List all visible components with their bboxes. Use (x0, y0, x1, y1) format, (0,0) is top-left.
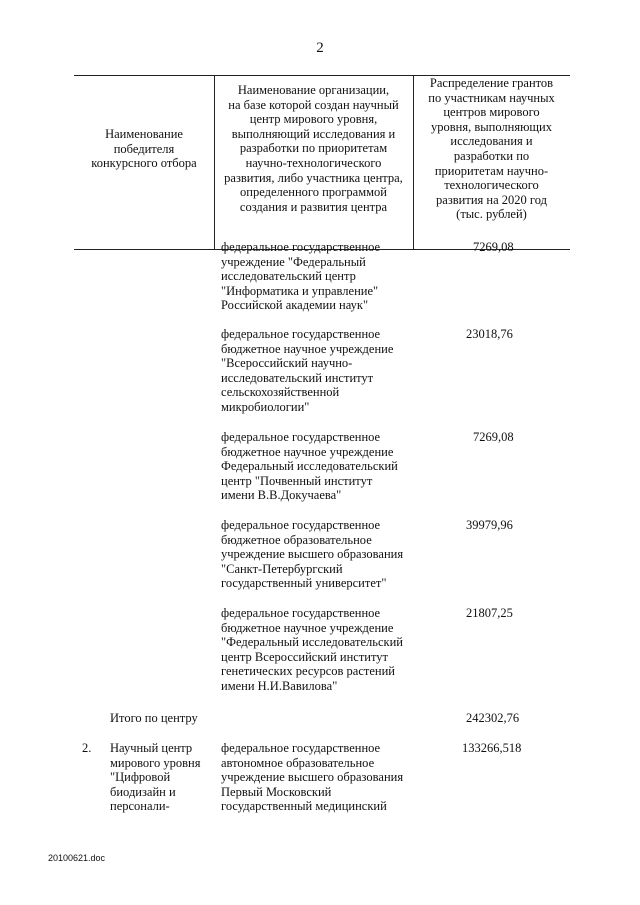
organization-name: федеральное государственное бюджетное научное учреждение Федеральный исследовательский центр "Почвенный институт имени В.В.Докучаева" (221, 430, 398, 503)
organization-name: федеральное государственное учреждение "Федеральный исследовательский центр "Информатика и управление" Российской академии наук" (221, 240, 381, 313)
file-name-footer: 20100621.doc (48, 853, 106, 863)
organization-name: федеральное государственное бюджетное научное учреждение "Всероссийский научно- исследовательский институт сельскохозяйственной микробиологии" (221, 327, 394, 414)
grant-amount: 21807,25 (466, 606, 513, 620)
grant-amount: 7269,08 (473, 240, 514, 254)
organization-name: федеральное государственное бюджетное образовательное учреждение высшего образования "Санкт-Петербургский государственный университет" (221, 518, 404, 591)
page-number: 2 (316, 40, 324, 56)
total-amount: 242302,76 (466, 711, 520, 725)
total-label: Итого по центру (110, 711, 198, 725)
organization-name: федеральное государственное бюджетное научное учреждение "Федеральный исследовательский центр Всероссийский институт генетических ресурсов растений имени Н.И.Вавилова" (221, 606, 403, 693)
grant-amount: 7269,08 (473, 430, 514, 444)
grant-amount: 23018,76 (466, 327, 513, 341)
header-winner-name: Наименование победителя конкурсного отбора (91, 127, 197, 171)
entry-number: 2. (82, 741, 92, 755)
winner-name: Научный центр мирового уровня "Цифровой биодизайн и персонали- (110, 741, 201, 814)
header-organization-name: Наименование организации, на базе которой создан научный центр мирового уровня, выполняющий исследования и разработки по приоритетам научно-технологического развития, либо участника центра, определенного программой создания и развития центра (224, 83, 403, 214)
grant-amount: 133266,518 (462, 741, 522, 755)
organization-name: федеральное государственное автономное образовательное учреждение высшего образования Первый Московский государственный медицинский (221, 741, 404, 814)
grant-amount: 39979,96 (466, 518, 513, 532)
header-grant-distribution: Распределение грантов по участникам научных центров мирового уровня, выполняющих исследования и разработки по приоритетам научно- технологического развития на 2020 год (тыс. рублей) (428, 76, 555, 222)
